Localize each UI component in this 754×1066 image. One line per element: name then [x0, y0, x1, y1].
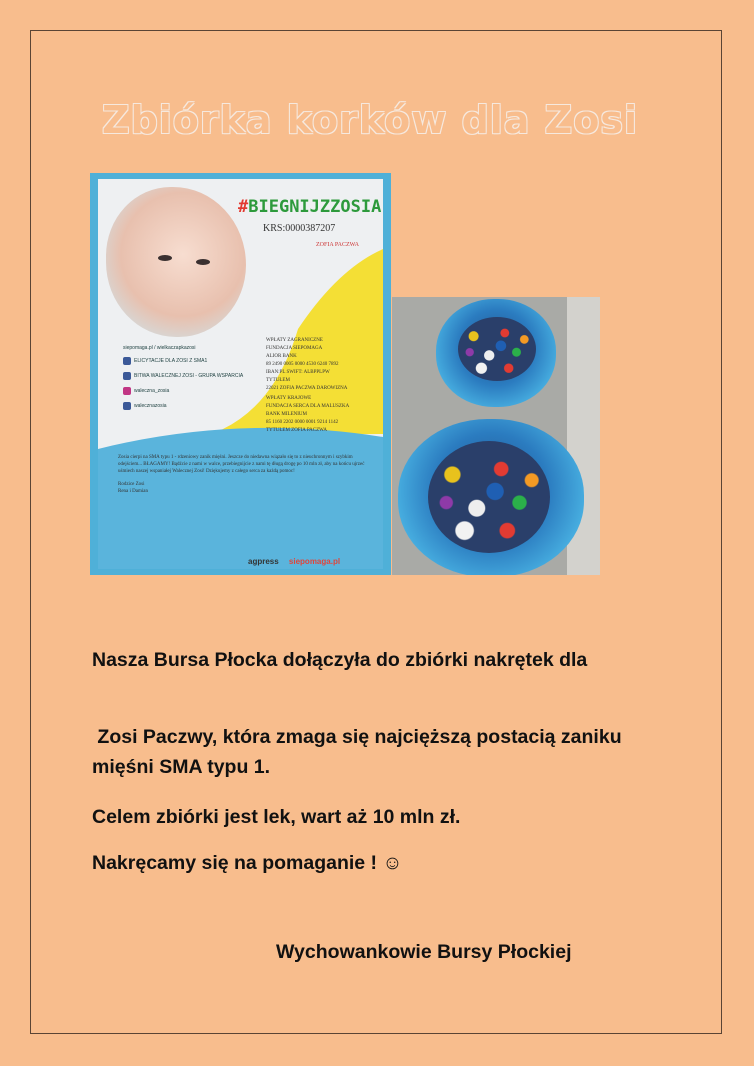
caps-bag — [436, 299, 556, 407]
paragraph-2: Zosi Paczwy, która zmaga się najcięższą postacią zaniku mięśni SMA typu 1. — [92, 726, 628, 778]
poster-body-text: Zosia cierpi na SMA typu 1 - rdzeniowy zanik mięśni. Jeszcze do niedawna wiązało się to z nieuchronnym i szybkim odejściem... BŁAGAMY! Bądźcie z nami w walce, przebiegnijcie z nami tę długą drogę po 10 mln zł, aby na końcu ujrzeć uśmiech naszej wspaniałej Walecznej Zosi! Dziękujemy z całego serca za każdą pomoc! Rodzice Zosi Rena i Damian — [118, 455, 365, 494]
social-item: siepomaga.pl / wielkaczapkazosi — [123, 345, 196, 351]
social-item: BITWA WALECZNEJ ZOSI - GRUPA WSPARCIA — [123, 372, 243, 380]
social-item: waleczna_zosia — [123, 387, 169, 395]
social-item: ELICYTACJE DLA ZOSI Z SMA1 — [123, 357, 207, 365]
baby-photo — [106, 187, 249, 337]
instagram-icon — [123, 387, 131, 395]
agpress-logo: agpress — [248, 557, 279, 566]
caps-bag — [398, 419, 584, 575]
domestic-transfers: WPŁATY KRAJOWE FUNDACJA SERCA DLA MALUSZKA BANK MILENIUM 85 1160 2202 0000 0001 9214 1142 TYTUŁEM ZOFIA PACZWA — [266, 396, 350, 433]
paragraph-3: Celem zbiórki jest lek, wart aż 10 mln zł. — [92, 806, 461, 828]
bottle-caps — [458, 317, 536, 381]
page-title: Zbiórka korków dla Zosi — [102, 98, 638, 142]
siepomaga-logo: siepomaga.pl — [288, 557, 341, 566]
poster-dedication: ZOFIA PACZWA — [316, 242, 359, 248]
social-item: walecznazosia — [123, 402, 167, 410]
baby-eye — [196, 259, 210, 265]
foreign-transfers: WPŁATY ZAGRANICZNE FUNDACJA SIEPOMAGA ALIOR BANK 89 2490 0005 0000 4530 6240 7892 IBAN:PL SWIFT: ALBPPLPW TYTUŁEM 22021 ZOFIA PACZWA DAROWIZNA — [266, 338, 348, 391]
paragraph-4: Nakręcamy się na pomaganie ! ☺ — [92, 852, 403, 874]
poster-photo — [90, 173, 391, 575]
hashtag-text: BIEGNIJZZOSIA — [248, 197, 382, 217]
signature: Wychowankowie Bursy Płockiej — [276, 941, 572, 963]
facebook-icon — [123, 372, 131, 380]
caps-bags-photo — [392, 297, 600, 575]
paragraph-1: Nasza Bursa Płocka dołączyła do zbiórki nakrętek dla — [92, 649, 588, 671]
facebook-icon — [123, 357, 131, 365]
poster-hashtag — [238, 197, 381, 217]
poster-sheet — [98, 179, 383, 569]
baby-eye — [158, 255, 172, 261]
poster-logos — [248, 557, 340, 566]
hashtag-prefix: # — [238, 197, 249, 217]
bottle-caps — [428, 441, 550, 553]
poster-krs: KRS:0000387207 — [263, 223, 336, 234]
facebook-icon — [123, 402, 131, 410]
